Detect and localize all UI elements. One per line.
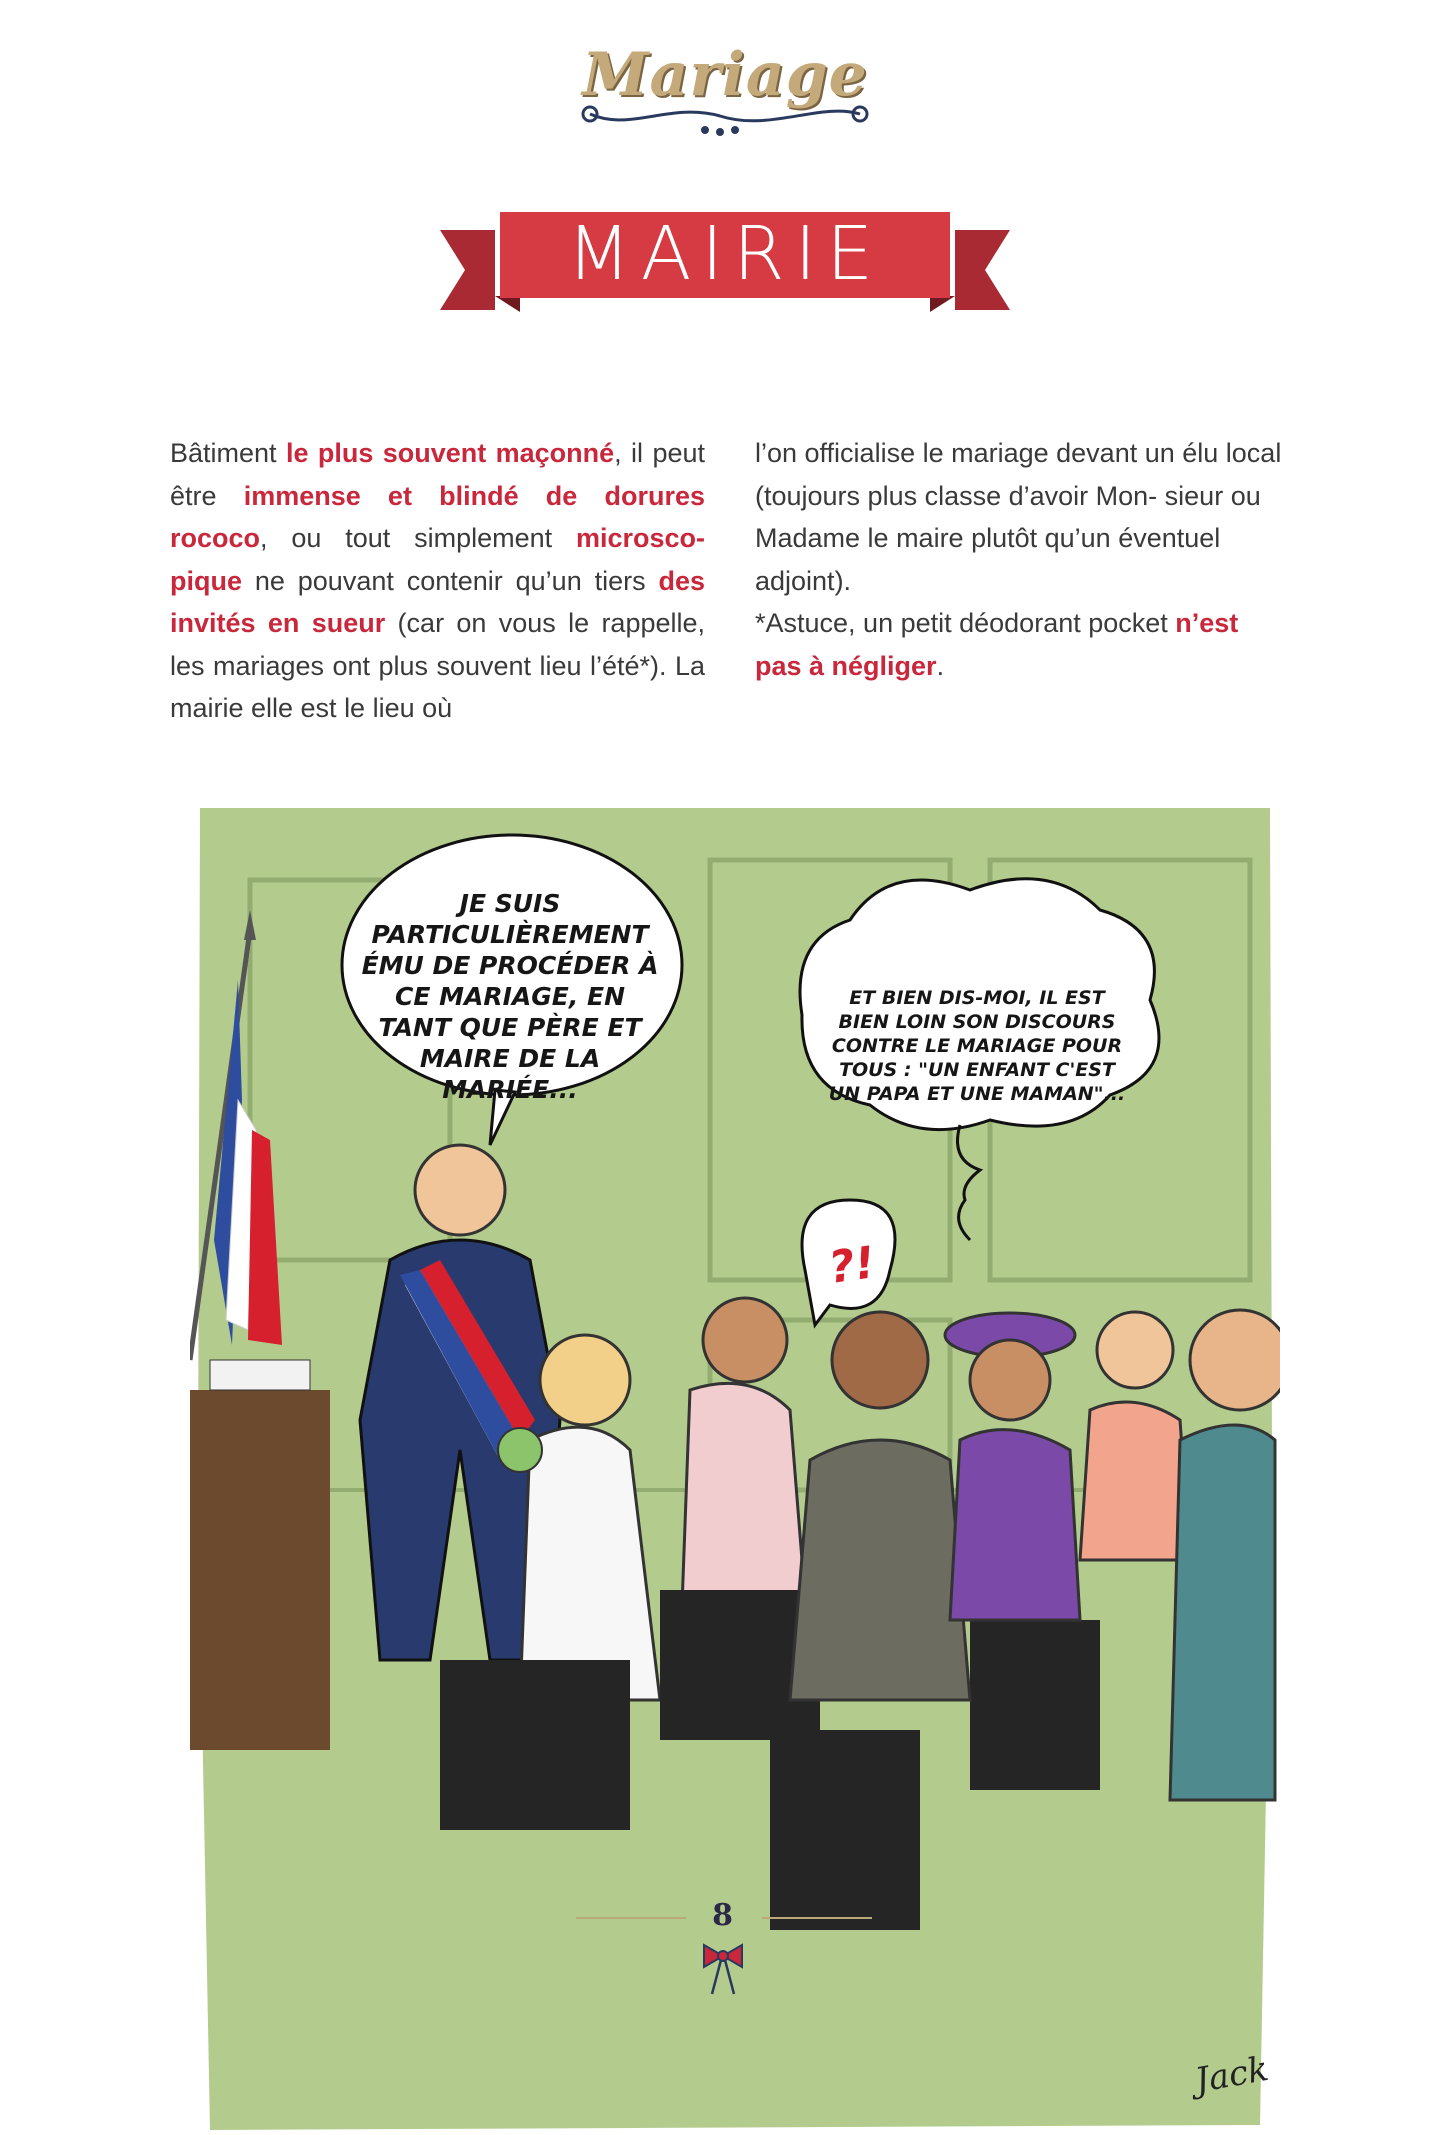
highlight-text: immense et blindé de dorures rococo <box>170 480 705 553</box>
page-title: MAIRIE <box>566 211 884 297</box>
body-text-run: . <box>936 650 945 681</box>
footer-divider-right <box>762 1917 872 1919</box>
comic-illustration <box>190 800 1280 2135</box>
body-text-right <box>755 432 1290 687</box>
highlight-text: n’est pas à négliger <box>755 608 1239 681</box>
section-banner <box>440 200 1010 330</box>
page-number: 8 <box>712 1898 733 1933</box>
body-paragraph-2 <box>755 608 1238 681</box>
body-text-run: (car on vous le rappelle, les mariages ont plus souvent lieu l’été*). La mairie elle est le lieu où <box>170 608 706 723</box>
body-text-run: *Astuce, un petit déodorant pocket <box>755 608 1176 638</box>
body-text-run: ne pouvant contenir qu’un tiers <box>242 565 659 596</box>
ornament-flourish-icon <box>570 102 880 142</box>
body-text-run: , ou tout simplement <box>260 523 576 553</box>
logo-text: Mariage <box>582 40 868 110</box>
exclamation-bubble: ?! <box>825 1237 879 1294</box>
body-text-run: , il peut être <box>170 438 705 511</box>
highlight-text: des invités en sueur <box>170 565 705 638</box>
artist-signature: Jack <box>1192 2048 1272 2102</box>
highlight-text: microsco- pique <box>170 523 705 596</box>
body-text-left <box>170 432 705 730</box>
speech-bubble-guest: ET BIEN DIS-MOI, IL EST BIEN LOIN SON DISCOURS CONTRE LE MARIAGE POUR TOUS : "UN ENFANT C'EST UN PAPA ET UNE MAMAN"... <box>828 987 1126 1105</box>
header-logo <box>570 40 880 135</box>
speech-bubble-mayor: JE SUIS PARTICULIÈREMENT ÉMU DE PROCÉDER À CE MARIAGE, EN TANT QUE PÈRE ET MAIRE DE LA MARIÉE... <box>361 889 659 1104</box>
body-text-run: Bâtiment <box>170 438 286 468</box>
body-paragraph-1: l’on officialise le mariage devant un élu local (toujours plus classe d’avoir Mon- sieur ou Madame le maire plutôt qu’un éventuel adjoint). <box>755 438 1282 596</box>
highlight-text: le plus souvent maçonné <box>285 438 615 468</box>
bow-tie-icon <box>700 1942 746 1998</box>
